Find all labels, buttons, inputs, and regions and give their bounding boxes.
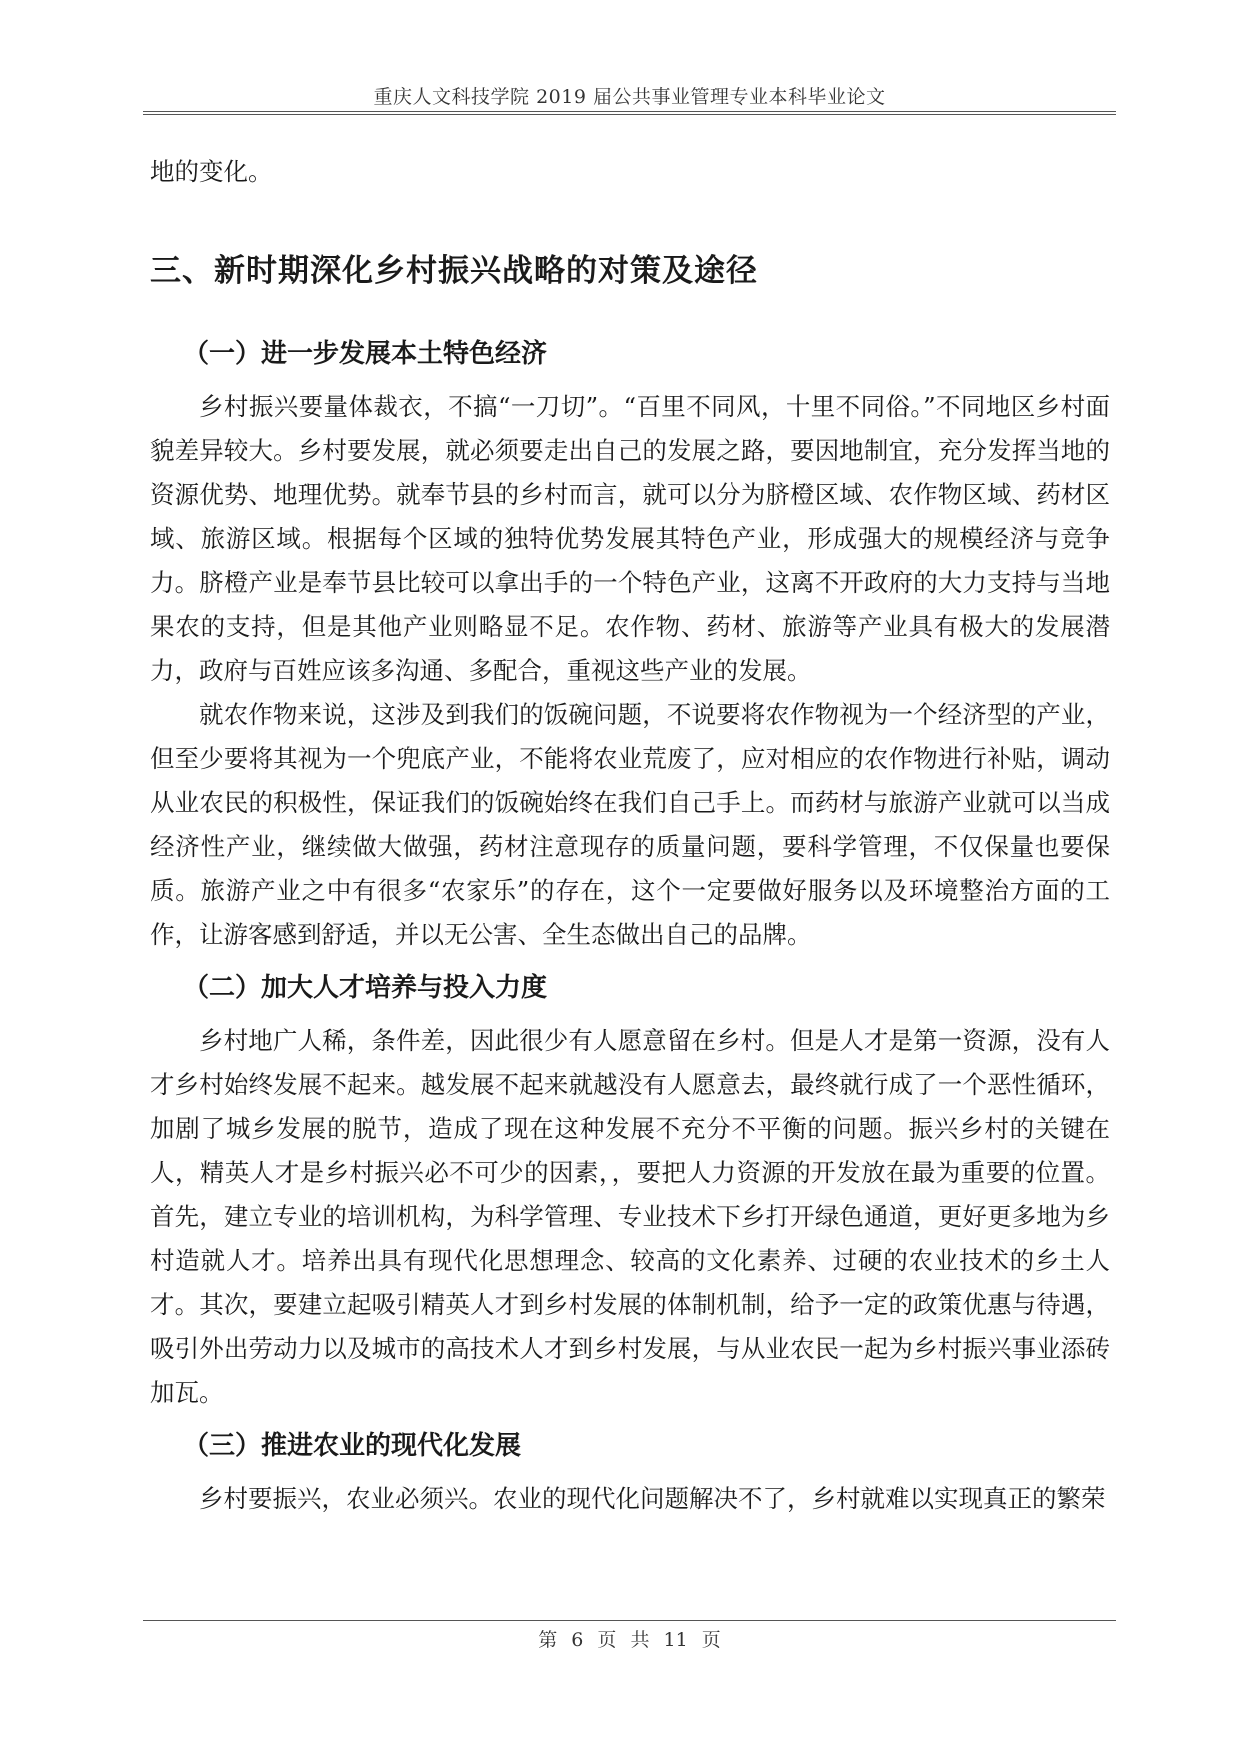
header-rule bbox=[143, 111, 1116, 115]
running-header: 重庆人文科技学院 2019 届公共事业管理专业本科毕业论文 bbox=[373, 86, 886, 108]
page-content bbox=[150, 150, 1110, 1521]
lead-text: 地的变化。 bbox=[150, 157, 273, 186]
paragraph-1-1: 乡村振兴要量体裁衣，不搞“一刀切”。“百里不同风，十里不同俗。”不同地区乡村面貌差异较大。乡村要发展，就必须要走出自己的发展之路，要因地制宜，充分发挥当地的资源优势、地理优势。就奉节县的乡村而言，就可以分为脐橙区域、农作物区域、药材区域、旅游区域。根据每个区域的独特优势发展其特色产业，形成强大的规模经济与竞争力。脐橙产业是奉节县比较可以拿出手的一个特色产业，这离不开政府的大力支持与当地果农的支持，但是其他产业则略显不足。农作物、药材、旅游等产业具有极大的发展潜力，政府与百姓应该多沟通、多配合，重视这些产业的发展。 bbox=[150, 392, 1110, 685]
page-number: 第 6 页 共 11 页 bbox=[538, 1629, 721, 1651]
section-heading: 三、新时期深化乡村振兴战略的对策及途径 bbox=[150, 253, 758, 289]
subsection-heading-1: （一）进一步发展本土特色经济 bbox=[183, 339, 548, 369]
paragraph-2-1: 乡村地广人稀，条件差，因此很少有人愿意留在乡村。但是人才是第一资源，没有人才乡村始终发展不起来。越发展不起来就越没有人愿意去，最终就行成了一个恶性循环，加剧了城乡发展的脱节，造成了现在这种发展不充分不平衡的问题。振兴乡村的关键在人，精英人才是乡村振兴必不可少的因素，，要把人力资源的开发放在最为重要的位置。首先，建立专业的培训机构，为科学管理、专业技术下乡打开绿色通道，更好更多地为乡村造就人才。培养出具有现代化思想理念、较高的文化素养、过硬的农业技术的乡土人才。其次，要建立起吸引精英人才到乡村发展的体制机制，给予一定的政策优惠与待遇，吸引外出劳动力以及城市的高技术人才到乡村发展，与从业农民一起为乡村振兴事业添砖加瓦。 bbox=[150, 1026, 1110, 1407]
paragraph-3-1: 乡村要振兴，农业必须兴。农业的现代化问题解决不了，乡村就难以实现真正的繁荣 bbox=[199, 1484, 1106, 1513]
subsection-heading-2: （二）加大人才培养与投入力度 bbox=[183, 973, 548, 1003]
subsection-heading-3: （三）推进农业的现代化发展 bbox=[183, 1431, 522, 1461]
paragraph-1-2: 就农作物来说，这涉及到我们的饭碗问题，不说要将农作物视为一个经济型的产业，但至少要将其视为一个兜底产业，不能将农业荒废了，应对相应的农作物进行补贴，调动从业农民的积极性，保证我们的饭碗始终在我们自己手上。而药材与旅游产业就可以当成经济性产业，继续做大做强，药材注意现存的质量问题，要科学管理，不仅保量也要保质。旅游产业之中有很多“农家乐”的存在，这个一定要做好服务以及环境整治方面的工作，让游客感到舒适，并以无公害、全生态做出自己的品牌。 bbox=[150, 700, 1110, 949]
footer-rule bbox=[143, 1620, 1116, 1621]
